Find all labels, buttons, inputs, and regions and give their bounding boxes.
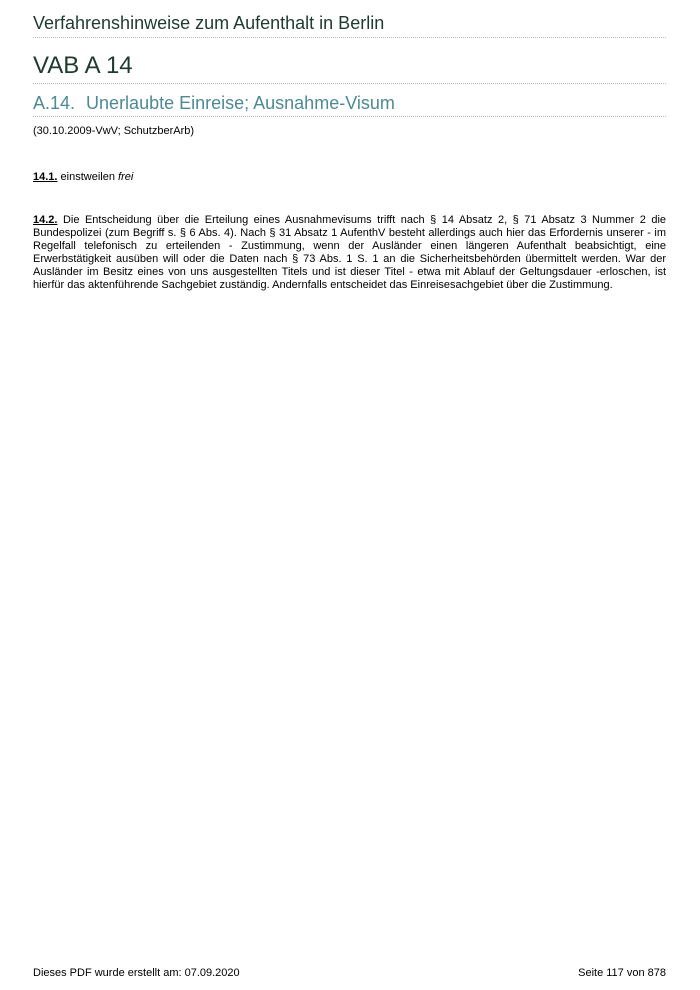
paragraph-number: 14.1. — [33, 171, 58, 183]
running-header-title: Verfahrenshinweise zum Aufenthalt in Berlin — [33, 13, 385, 33]
paragraph-number: 14.2. — [33, 214, 58, 226]
paragraph-14-2 — [33, 214, 666, 292]
paragraph-emphasis: frei — [118, 171, 134, 183]
footer-created-date: Dieses PDF wurde erstellt am: 07.09.2020 — [33, 967, 240, 979]
footer-page-number: Seite 117 von 878 — [578, 967, 666, 979]
paragraph-text: einstweilen — [60, 171, 115, 183]
paragraph-14-1 — [33, 171, 666, 184]
document-title: VAB A 14 — [33, 52, 133, 79]
document-title-block — [33, 52, 666, 84]
section-heading-block — [33, 92, 666, 117]
running-header — [33, 12, 666, 38]
section-heading — [33, 92, 666, 114]
revision-note: (30.10.2009-VwV; SchutzberArb) — [33, 125, 195, 137]
section-title: Unerlaubte Einreise; Ausnahme-Visum — [86, 93, 395, 113]
paragraph-text: Die Entscheidung über die Erteilung eines Ausnahmevisums trifft nach § 14 Absatz 2, § 71 Absatz 3 Nummer 2 die Bundespolizei (zum Begriff s. § 6 Abs. 4). Nach § 31 Absatz 1 AufenthV besteht allerdings auch hier das Erfordernis unserer - im Regelfall telefonisch zu erteilenden - Zustimmung, wenn der Ausländer einen längeren Aufenthalt beabsichtigt, eine Erwerbstätigkeit ausüben will oder die Daten nach § 73 Abs. 1 S. 1 an die Sicherheitsbehörden übermittelt werden. War der Ausländer im Besitz eines von uns ausgestellten Titels und ist dieser Titel - etwa mit Ablauf der Geltungsdauer -erloschen, ist hierfür das aktenführende Sachgebiet zuständig. Andernfalls entscheidet das Einreisesachgebiet über die Zustimmung. — [33, 214, 666, 291]
section-number: A.14. — [33, 93, 76, 113]
